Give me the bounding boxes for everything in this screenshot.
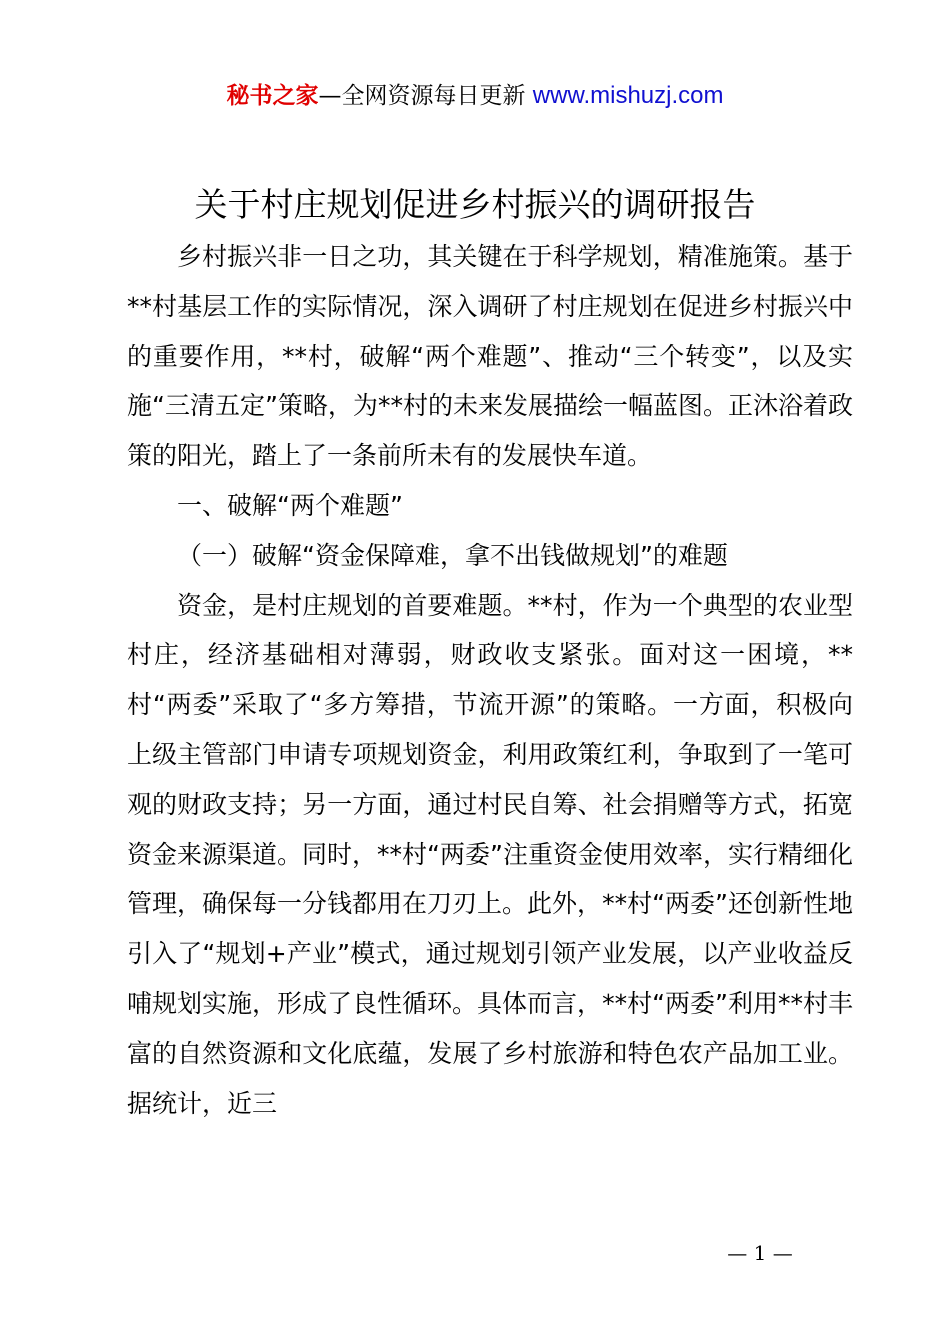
site-header	[0, 80, 950, 112]
header-tagline: —全网资源每日更新	[318, 83, 533, 109]
page-number: — 1 —	[727, 1241, 793, 1265]
section-heading: 一、破解“两个难题”	[177, 490, 403, 520]
site-url[interactable]: www.mishuzj.com	[532, 82, 724, 109]
intro-paragraph: 乡村振兴非一日之功，其关键在于科学规划，精准施策。基于**村基层工作的实际情况，深入调研了村庄规划在促进乡村振兴中的重要作用，**村，破解“两个难题”、推动“三个转变”，以及实施“三清五定”策略，为**村的未来发展描绘一幅蓝图。正沐浴着政策的阳光，踏上了一条前所未有的发展快车道。	[127, 242, 853, 471]
document-title: 关于村庄规划促进乡村振兴的调研报告	[194, 185, 756, 224]
subsection-heading: （一）破解“资金保障难，拿不出钱做规划”的难题	[177, 540, 728, 570]
document-body	[127, 232, 853, 1128]
body-paragraph: 资金，是村庄规划的首要难题。**村，作为一个典型的农业型村庄，经济基础相对薄弱，财政收支紧张。面对这一困境，**村“两委”采取了“多方筹措，节流开源”的策略。一方面，积极向上级主管部门申请专项规划资金，利用政策红利，争取到了一笔可观的财政支持；另一方面，通过村民自筹、社会捐赠等方式，拓宽资金来源渠道。同时，**村“两委”注重资金使用效率，实行精细化管理，确保每一分钱都用在刀刃上。此外，**村“两委”还创新性地引入了“规划+产业”模式，通过规划引领产业发展，以产业收益反哺规划实施，形成了良性循环。具体而言，**村“两委”利用**村丰富的自然资源和文化底蕴，发展了乡村旅游和特色农产品加工业。据统计，近三	[127, 590, 853, 1118]
brand-name: 秘书之家	[226, 83, 319, 109]
